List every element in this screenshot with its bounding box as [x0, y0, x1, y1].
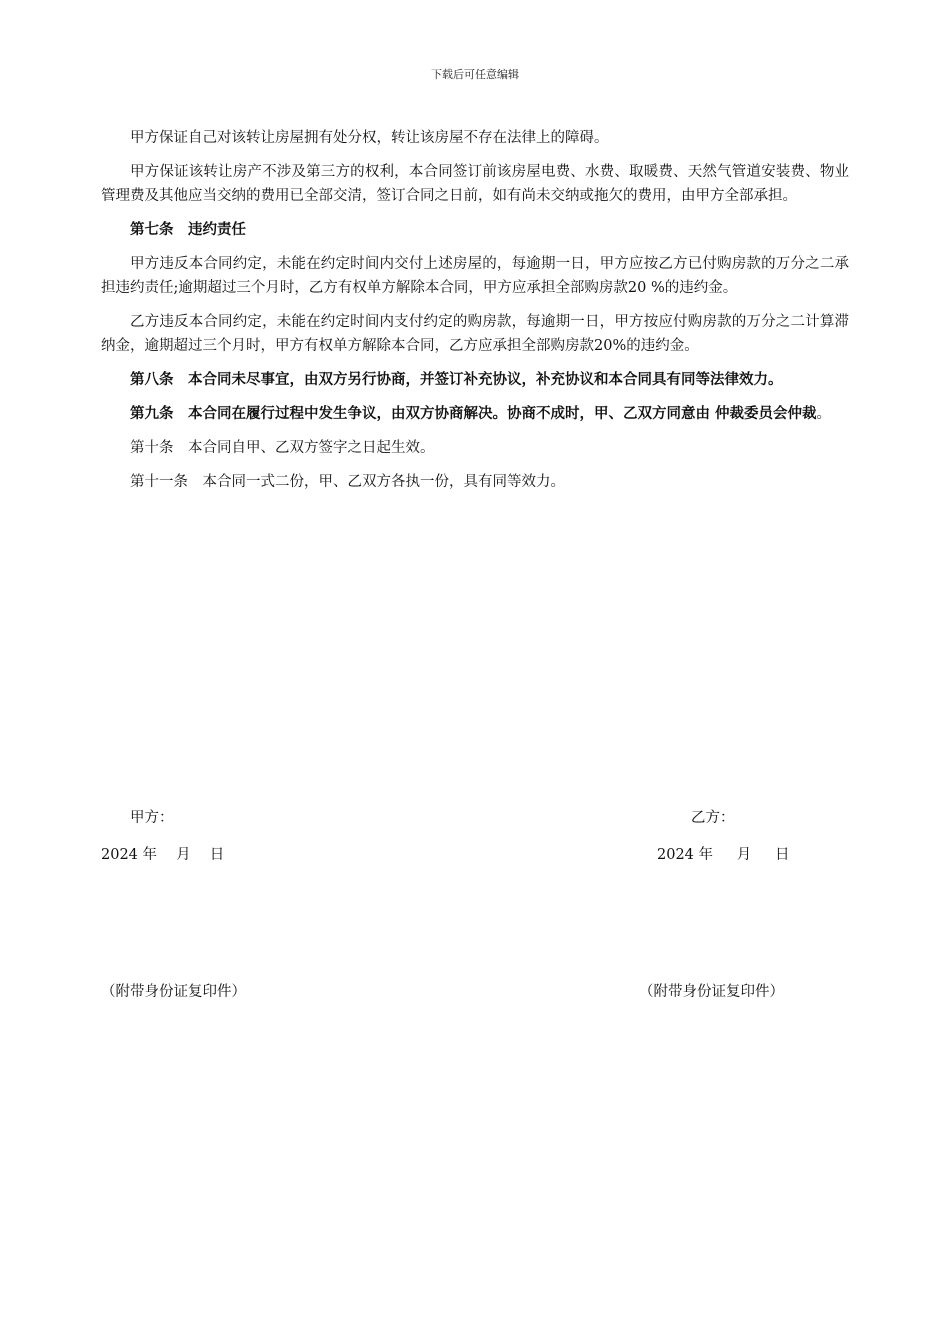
fees-guarantee-paragraph: 甲方保证该转让房产不涉及第三方的权利，本合同签订前该房屋电费、水费、取暖费、天然气管道安装费、物业管理费及其他应当交纳的费用已全部交清，签订合同之日前，如有尚未交纳或拖欠的费用，由甲方全部承担。: [101, 164, 849, 204]
seller-breach-paragraph: 甲方违反本合同约定，未能在约定时间内交付上述房屋的，每逾期一日，甲方应按乙方已付购房款的万分之二承担违约责任;逾期超过三个月时，乙方有权单方解除本合同，甲方应承担全部购房款20 %的违约金。: [101, 256, 849, 296]
article-11-paragraph: 第十一条 本合同一式二份，甲、乙双方各执一份，具有同等效力。: [130, 474, 565, 490]
party-a-label: 甲方：: [130, 810, 174, 826]
article-10-paragraph: 第十条 本合同自甲、乙双方签字之日起生效。: [130, 440, 435, 456]
party-a-date: 2024 年 月 日: [101, 847, 225, 863]
ownership-guarantee-paragraph: 甲方保证自己对该转让房屋拥有处分权，转让该房屋不存在法律上的障碍。: [130, 130, 609, 146]
party-b-id-note: （附带身份证复印件）: [639, 984, 784, 1000]
article-8-paragraph: 第八条 本合同未尽事宜，由双方另行协商，并签订补充协议，补充协议和本合同具有同等法律效力。: [130, 371, 783, 388]
party-b-label: 乙方：: [691, 810, 735, 826]
contract-body: [101, 126, 849, 504]
party-a-id-note: （附带身份证复印件）: [101, 984, 246, 1000]
article-7-title: 第七条 违约责任: [130, 221, 246, 238]
page-header: 下载后可任意编辑: [431, 68, 519, 81]
article-9-paragraph: [101, 402, 849, 426]
article-9-end: 。: [816, 406, 832, 422]
article-9-text: 第九条 本合同在履行过程中发生争议，由双方协商解决。协商不成时，甲、乙双方同意由 仲裁委员会仲裁: [130, 405, 817, 422]
buyer-breach-paragraph: 乙方违反本合同约定，未能在约定时间内支付约定的购房款，每逾期一日，甲方按应付购房款的万分之二计算滞纳金，逾期超过三个月时，甲方有权单方解除本合同，乙方应承担全部购房款20%的违约金。: [101, 314, 849, 354]
party-b-date: 2024 年 月 日: [657, 847, 790, 863]
